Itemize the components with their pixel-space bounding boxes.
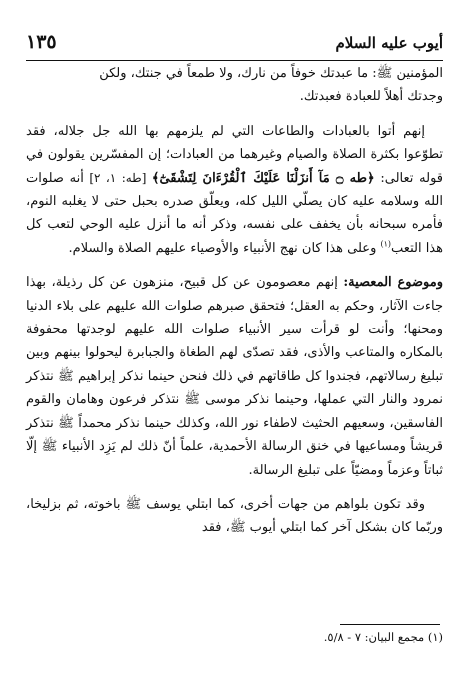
paragraph-gap (26, 109, 443, 120)
paragraph-1-line-1: المؤمنين ﷺ: ما عبدتك خوفاً من نارك، ولا طمعاً في جنتك، ولكن (99, 66, 443, 81)
paragraph-2-body: أنه صلوات الله وسلامه عليه كان يصلّي الليل كله، ويعلّق صدره بحبل حتى لا يغلبه النوم، فأمره سبحانه بأن يخفف على نفسه، وذكر أنه ما أنزل عليه الوحي لتعب كل هذا التعب (26, 170, 443, 256)
paragraph-2-end: وعلى هذا كان نهج الأنبياء والأوصياء عليهم الصلاة والسلام. (68, 240, 381, 256)
page-header (26, 30, 443, 61)
paragraph-2 (26, 120, 443, 260)
paragraph-1 (26, 62, 443, 109)
paragraph-gap (26, 260, 443, 271)
running-title: أيوب عليه السلام (335, 34, 443, 52)
paragraph-3 (26, 271, 443, 482)
paragraph-4: وقد تكون بلواهم من جهات أخرى، كما ابتلي يوسف ﷺ باخوته، ثم بزليخا، وربّما كان بشكل آخر كما ابتلي أيوب ﷺ، فقد (26, 496, 443, 536)
paragraph-2-intro: إنهم أتوا بالعبادات والطاعات التي لم يلزمهم بها الله جل جلاله، فقد تطوّعوا بكثرة الصلاة والصيام وغيرهما من العبادات؛ إن المفسّرين يقولون في قوله تعالى: (26, 123, 444, 186)
paragraph-3-text: إنهم معصومون عن كل قبيح، منزهون عن كل رذيلة، بهذا جاءت الآثار، وحكم به العقل؛ فتحقق صبرهم صلوات الله عليهم على بلاء الدنيا ومحنها؛ وأنت لو قرأت سير الأنبياء صلوات الله عليهم لوجدتها محفوفة بالمكاره والمتاعب والأذى، فقد تصدّى لهم الطغاة والجبابرة ليحولوا بينهم وبين تبليغ رسالاتهم، فجندوا كل طاقاتهم في ذلك فنحن حينما نذكر إبراهيم ﷺ نتذكر نمرود والنار التي عملها، وحينما نذكر موسى ﷺ نتذكر فرعون وهامان والقوم الفاسقين، وسعيهم الحثيث لاطفاء نور الله، وكذلك حينما نذكر محمداً ﷺ نتذكر قريشاً ومساعيها في خنق الرسالة الأحمدية، علماً أنّ ذلك لم يَزِد الأنبياء ﷺ إلّا ثباتاً وعزماً ومضيّاً على تبليغ الرسالة. (26, 275, 443, 478)
quran-verse: ﴿طه ۝ مَآ أَنزَلْنَا عَلَيْكَ ٱلْقُرْءَانَ لِتَشْقَىٰٓ﴾ (151, 170, 375, 186)
footnote-marker[interactable]: (١) (380, 239, 392, 249)
page-number: ١٣٥ (26, 31, 57, 53)
footnote-divider (340, 624, 440, 625)
footnote: (١) مجمع البيان: ٧ - ٥/٨. (323, 630, 443, 644)
page-body (26, 62, 443, 540)
verse-citation: [طه: ١، ٢] (83, 170, 152, 185)
section-heading: وموضوع المعصية: (343, 275, 443, 291)
paragraph-1-line-2: وجدتك أهلاً للعبادة فعبدتك. (299, 89, 443, 105)
paragraph-gap (26, 482, 443, 493)
